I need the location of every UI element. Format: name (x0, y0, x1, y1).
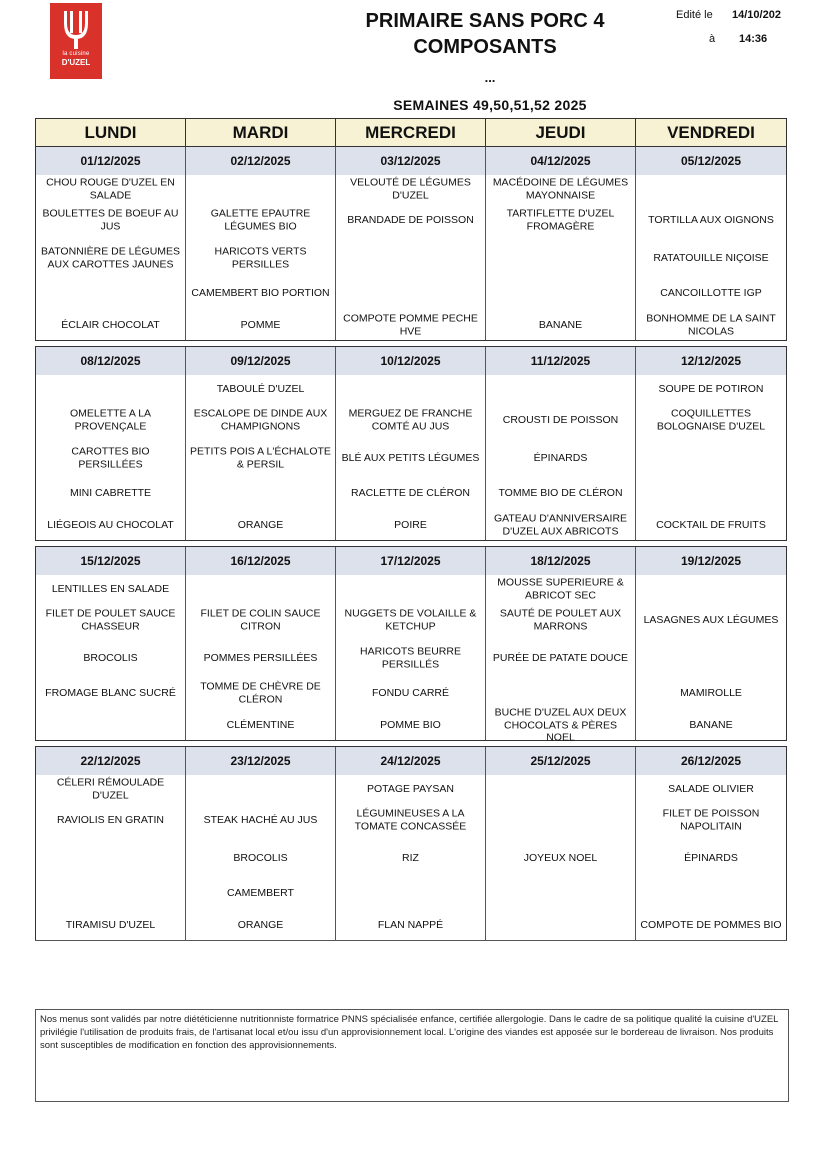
dish-item: MOUSSE SUPERIEURE & ABRICOT SEC (497, 576, 624, 601)
date-cell: 25/12/2025 (486, 747, 636, 775)
menu-grid (35, 118, 787, 941)
edited-time: 14:36 (739, 33, 768, 45)
dish-item: BROCOLIS (83, 651, 138, 664)
edited-date: 14/10/202 (732, 9, 781, 21)
dish-item: POIRE (394, 518, 427, 531)
day-menu-cell (186, 575, 336, 740)
dish-item: BONHOMME DE LA SAINT NICOLAS (646, 312, 776, 337)
day-menu-cell (336, 175, 486, 340)
week-block (35, 746, 787, 941)
week-block (35, 146, 787, 341)
date-cell: 05/12/2025 (680, 154, 742, 168)
date-cell: 12/12/2025 (680, 354, 742, 368)
day-menu-cell (36, 575, 186, 740)
dish-item: PURÉE DE PATATE DOUCE (492, 651, 629, 664)
dish-item: FONDU CARRÉ (371, 686, 449, 699)
menu-row (36, 575, 786, 744)
edit-info (676, 3, 826, 51)
day-menu-cell (336, 575, 486, 740)
dish-item: ÉCLAIR CHOCOLAT (61, 318, 160, 331)
dish-item: CÉLERI RÉMOULADE D'UZEL (56, 776, 165, 801)
date-cell: 23/12/2025 (186, 747, 336, 775)
dish-item: BRANDADE DE POISSON (347, 213, 474, 226)
day-header-row (35, 118, 787, 146)
day-name: MARDI (186, 119, 336, 146)
menu-row (36, 175, 786, 340)
day-name: LUNDI (36, 119, 186, 146)
dish-item: POMME (240, 318, 281, 331)
day-menu-cell (486, 575, 636, 744)
footer-note (35, 1009, 789, 1102)
dish-item: POTAGE PAYSAN (367, 782, 454, 795)
dish-item: BLÉ AUX PETITS LÉGUMES (341, 451, 480, 464)
dish-item: RATATOUILLE NIÇOISE (653, 251, 769, 264)
dish-item: TORTILLA AUX OIGNONS (648, 213, 774, 226)
date-cell: 03/12/2025 (336, 147, 486, 175)
dish-item: FILET DE COLIN SAUCE CITRON (200, 607, 321, 632)
date-cell: 09/12/2025 (186, 347, 336, 375)
dish-item: CANCOILLOTTE IGP (660, 286, 762, 299)
dish-item: POMME BIO (380, 718, 441, 731)
day-menu-cell (36, 175, 186, 340)
date-cell: 26/12/2025 (680, 754, 742, 768)
date-cell: 01/12/2025 (36, 147, 186, 175)
menu-row (36, 775, 786, 940)
day-menu-cell (36, 775, 186, 940)
date-row (36, 747, 786, 775)
dish-item: SALADE OLIVIER (668, 782, 754, 795)
title-line1: PRIMAIRE SANS PORC 4 (365, 10, 605, 32)
dish-item: COMPOTE DE POMMES BIO (640, 918, 782, 931)
dish-item: JOYEUX NOEL (523, 851, 598, 864)
dish-item: TOMME DE CHÈVRE DE CLÉRON (200, 680, 321, 705)
dish-item: BANANE (689, 718, 733, 731)
title-dots: ... (484, 70, 496, 85)
dish-item: FROMAGE BLANC SUCRÉ (45, 686, 176, 699)
dish-item: LASAGNES AUX LÉGUMES (643, 613, 779, 626)
dish-item: RIZ (402, 851, 419, 864)
weeks-container (35, 146, 787, 941)
dish-item: OMELETTE A LA PROVENÇALE (69, 407, 152, 432)
dish-item: MERGUEZ DE FRANCHE COMTÉ AU JUS (348, 407, 473, 432)
dish-item: TARTIFLETTE D'UZEL FROMAGÈRE (506, 207, 615, 232)
day-menu-cell (636, 775, 786, 940)
date-cell: 19/12/2025 (680, 554, 742, 568)
dish-item: LENTILLES EN SALADE (51, 582, 170, 595)
weeks-label: SEMAINES 49,50,51,52 2025 (393, 97, 587, 113)
dish-item: COQUILLETTES BOLOGNAISE D'UZEL (656, 407, 766, 432)
day-name: VENDREDI (667, 122, 755, 142)
dish-item: FILET DE POULET SAUCE CHASSEUR (45, 607, 176, 632)
brand-logo (50, 3, 102, 79)
dish-item: BROCOLIS (233, 851, 288, 864)
date-cell: 22/12/2025 (36, 747, 186, 775)
date-cell: 08/12/2025 (36, 347, 186, 375)
dish-item: SAUTÉ DE POULET AUX MARRONS (499, 607, 622, 632)
page-title (330, 8, 640, 60)
dish-item: RACLETTE DE CLÉRON (350, 486, 471, 499)
dish-item: ÉPINARDS (684, 851, 738, 864)
date-cell: 24/12/2025 (336, 747, 486, 775)
dish-item: GALETTE EPAUTRE LÉGUMES BIO (210, 207, 311, 232)
dish-item: LIÉGEOIS AU CHOCOLAT (47, 518, 174, 531)
dish-item: LÉGUMINEUSES A LA TOMATE CONCASSÉE (354, 807, 467, 832)
dish-item: GATEAU D'ANNIVERSAIRE D'UZEL AUX ABRICOTS (493, 512, 628, 537)
dish-item: BANANE (538, 318, 583, 331)
bottom-rule (35, 940, 787, 941)
day-menu-cell (186, 775, 336, 940)
dish-item: ORANGE (237, 518, 284, 531)
dish-item: NUGGETS DE VOLAILLE & KETCHUP (344, 607, 477, 632)
dish-item: CLÉMENTINE (226, 718, 295, 731)
edited-label: Edité le (676, 9, 713, 21)
week-block (35, 546, 787, 744)
brand-line1: la cuisine (62, 51, 90, 57)
menu-row (36, 375, 786, 540)
day-name: JEUDI (486, 119, 636, 146)
dish-item: BUCHE D'UZEL AUX DEUX CHOCOLATS & PÈRES NOEL (494, 706, 627, 744)
dish-item: TABOULÉ D'UZEL (216, 382, 305, 395)
dish-item: CAMEMBERT (227, 886, 294, 899)
dish-item: BOULETTES DE BOEUF AU JUS (42, 207, 179, 232)
dish-item: MINI CABRETTE (69, 486, 152, 499)
dish-item: STEAK HACHÉ AU JUS (203, 813, 318, 826)
dish-item: CAMEMBERT BIO PORTION (191, 286, 330, 299)
dish-item: CHOU ROUGE D'UZEL EN SALADE (46, 176, 175, 201)
dish-item: COMPOTE POMME PECHE HVE (343, 312, 478, 337)
day-menu-cell (636, 575, 786, 740)
date-row (36, 547, 786, 575)
dish-item: MACÉDOINE DE LÉGUMES MAYONNAISE (492, 176, 629, 201)
footer-text: Nos menus sont validés par notre diététicienne nutritionniste formatrice PNNS spécialisée enfance, certifiée allergologie. Dans le cadre de sa politique qualité la cuisine d'UZEL privilégie l'utilisation de produits frais, de l'artisanat local et/ou issu d'un approvisionnement local. L'origine des viandes est apposée sur le bordereau de livraison. Nos produits sont susceptibles de modification en fonction des approvisionnements. (40, 1014, 779, 1051)
dish-item: FILET DE POISSON NAPOLITAIN (662, 807, 760, 832)
day-menu-cell (336, 775, 486, 940)
day-menu-cell (486, 375, 636, 540)
date-row (36, 347, 786, 375)
day-menu-cell (186, 175, 336, 340)
day-name: MERCREDI (336, 119, 486, 146)
dish-item: TIRAMISU D'UZEL (65, 918, 156, 931)
date-cell: 02/12/2025 (186, 147, 336, 175)
dish-item: FLAN NAPPÉ (377, 918, 444, 931)
at-label: à (709, 33, 716, 45)
day-menu-cell (336, 375, 486, 540)
title-line2: COMPOSANTS (413, 36, 557, 58)
dish-item: ESCALOPE DE DINDE AUX CHAMPIGNONS (193, 407, 328, 432)
date-row (36, 147, 786, 175)
dish-item: HARICOTS VERTS PERSILLES (214, 245, 307, 270)
dish-item: ÉPINARDS (533, 451, 588, 464)
dish-item: CROUSTI DE POISSON (502, 413, 619, 426)
date-cell: 17/12/2025 (336, 547, 486, 575)
day-menu-cell (486, 775, 636, 940)
dish-item: ORANGE (237, 918, 284, 931)
dish-item: HARICOTS BEURRE PERSILLÉS (360, 645, 461, 670)
dish-item: POMMES PERSILLÉES (203, 651, 318, 664)
dish-item: TOMME BIO DE CLÉRON (498, 486, 623, 499)
week-block (35, 346, 787, 541)
date-cell: 04/12/2025 (486, 147, 636, 175)
dish-item: MAMIROLLE (680, 686, 742, 699)
dish-item: COCKTAIL DE FRUITS (656, 518, 766, 531)
day-menu-cell (636, 375, 786, 540)
day-menu-cell (186, 375, 336, 540)
utensil-logo-icon (60, 9, 92, 49)
dish-item: BATONNIÈRE DE LÉGUMES AUX CAROTTES JAUNES (40, 245, 181, 270)
date-cell: 18/12/2025 (486, 547, 636, 575)
dish-item: SOUPE DE POTIRON (658, 382, 764, 395)
date-cell: 10/12/2025 (336, 347, 486, 375)
date-cell: 11/12/2025 (486, 347, 636, 375)
brand-line2: D'UZEL (61, 58, 91, 67)
dish-item: PETITS POIS A L'ÉCHALOTE & PERSIL (190, 445, 331, 470)
day-menu-cell (636, 175, 786, 340)
dish-item: CAROTTES BIO PERSILLÉES (71, 445, 150, 470)
date-cell: 15/12/2025 (36, 547, 186, 575)
day-menu-cell (36, 375, 186, 540)
dish-item: VELOUTÉ DE LÉGUMES D'UZEL (350, 176, 471, 201)
day-menu-cell (486, 175, 636, 340)
dish-item: RAVIOLIS EN GRATIN (57, 813, 164, 826)
date-cell: 16/12/2025 (186, 547, 336, 575)
